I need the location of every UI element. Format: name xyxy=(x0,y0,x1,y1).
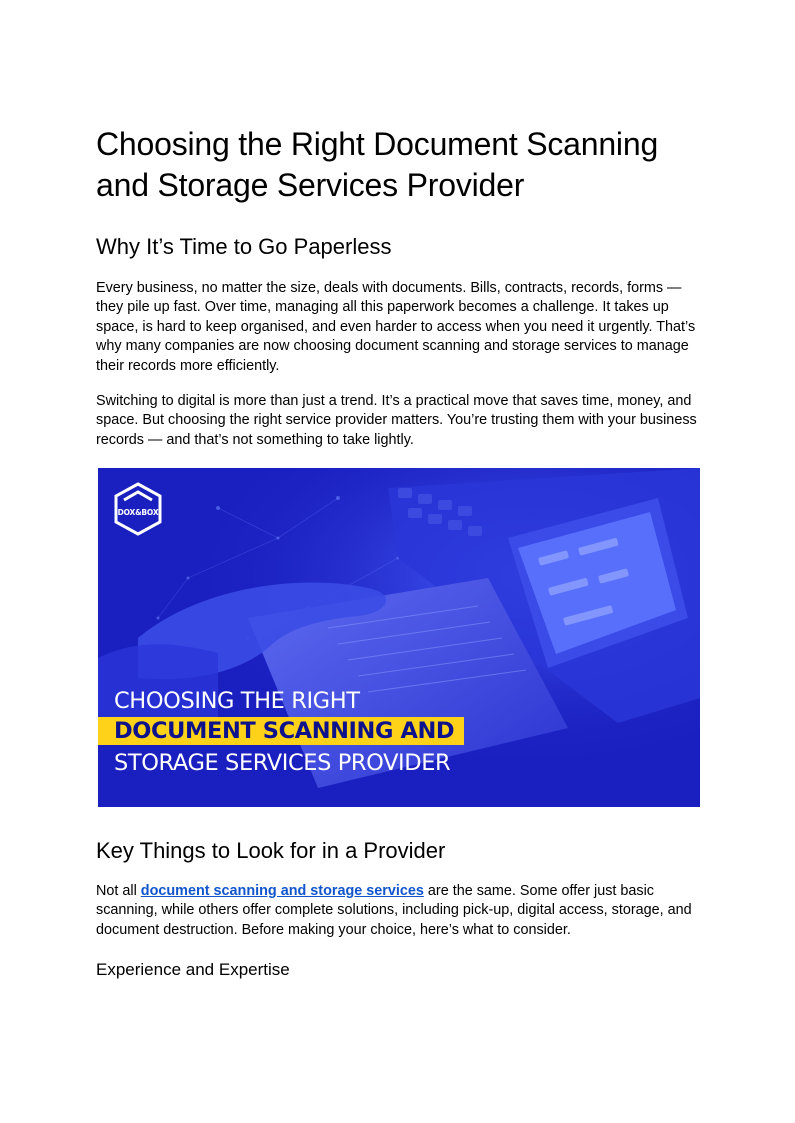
heading-go-paperless: Why It’s Time to Go Paperless xyxy=(96,234,392,259)
article-banner-image xyxy=(98,468,700,807)
heading-key-things: Key Things to Look for in a Provider xyxy=(96,838,446,863)
banner-headline-line-1: CHOOSING THE RIGHT xyxy=(114,688,360,714)
banner-headline-line-2-highlighted: DOCUMENT SCANNING AND xyxy=(98,717,464,745)
document-title: Choosing the Right Document Scanning and Storage Services Provider xyxy=(96,126,659,203)
logo-wordmark: DOX&BOX xyxy=(117,508,159,517)
paragraph-key-things xyxy=(96,882,698,940)
paragraph-paperless-2: Switching to digital is more than just a trend. It’s a practical move that saves time, money, and space. But choosing the right service provider matters. You’re trusting them with your business records — and that’s not something to take lightly. xyxy=(96,393,697,448)
document-scanning-services-link[interactable]: document scanning and storage services xyxy=(140,883,424,899)
banner-headline-line-3: STORAGE SERVICES PROVIDER xyxy=(114,750,451,776)
doxbox-logo xyxy=(114,482,162,536)
heading-experience-expertise: Experience and Expertise xyxy=(96,960,290,979)
paragraph-text-before-link: Not all xyxy=(96,883,141,899)
paragraph-text-after-link: are the same. Some offer just basic scanning, while others offer complete solutions, including pick-up, digital access, storage, and document destruction. Before making your choice, here’s what to consider. xyxy=(96,883,692,938)
paragraph-paperless-1: Every business, no matter the size, deals with documents. Bills, contracts, records, forms — they pile up fast. Over time, managing all this paperwork becomes a challenge. It takes up space, is hard to keep organised, and even harder to access when you need it urgently. That’s why many companies are now choosing document scanning and storage services to manage their records more efficiently. xyxy=(96,280,696,374)
